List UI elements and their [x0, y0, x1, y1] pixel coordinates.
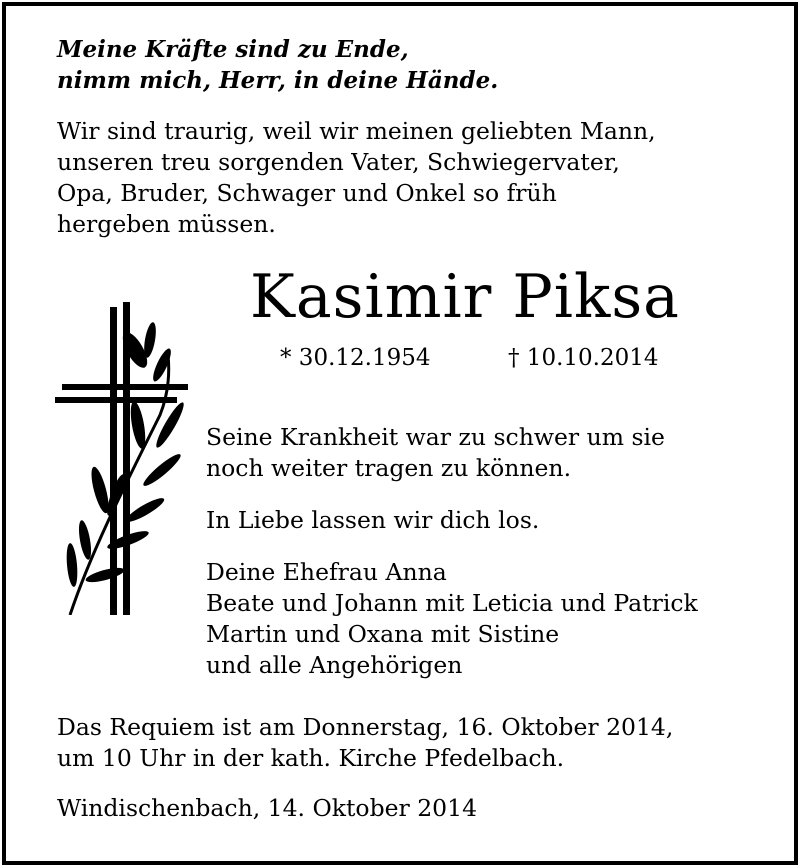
service-line: Das Requiem ist am Donnerstag, 16. Oktober 2014,	[57, 713, 674, 741]
motto-line: Meine Kräfte sind zu Ende,	[57, 36, 409, 63]
farewell: In Liebe lassen wir dich los.	[206, 506, 540, 534]
intro-line: hergeben müssen.	[57, 210, 276, 238]
mourners-list	[206, 557, 698, 681]
cross-with-palm-branch-icon	[50, 295, 195, 615]
intro-line: Opa, Bruder, Schwager und Onkel so früh	[57, 179, 557, 207]
mourner: Martin und Oxana mit Sistine	[206, 620, 560, 648]
motto-line: nimm mich, Herr, in deine Hände.	[57, 67, 499, 94]
mourner: Deine Ehefrau Anna	[206, 558, 447, 586]
mourner: und alle Angehörigen	[206, 651, 463, 679]
service-line: um 10 Uhr in der kath. Kirche Pfedelbach.	[57, 744, 565, 772]
deceased-name: Kasimir Piksa	[250, 262, 680, 332]
mourner: Beate und Johann mit Leticia und Patrick	[206, 589, 698, 617]
verse	[206, 422, 665, 484]
birth-date: * 30.12.1954	[280, 345, 431, 371]
service-info	[57, 712, 673, 774]
motto	[57, 34, 498, 96]
intro-line: Wir sind traurig, weil wir meinen geliebten Mann,	[57, 117, 656, 145]
death-date: † 10.10.2014	[508, 345, 659, 371]
place-and-date: Windischenbach, 14. Oktober 2014	[57, 794, 478, 822]
intro-text	[57, 116, 656, 240]
verse-line: noch weiter tragen zu können.	[206, 454, 572, 482]
verse-line: Seine Krankheit war zu schwer um sie	[206, 423, 665, 451]
intro-line: unseren treu sorgenden Vater, Schwiegervater,	[57, 148, 620, 176]
